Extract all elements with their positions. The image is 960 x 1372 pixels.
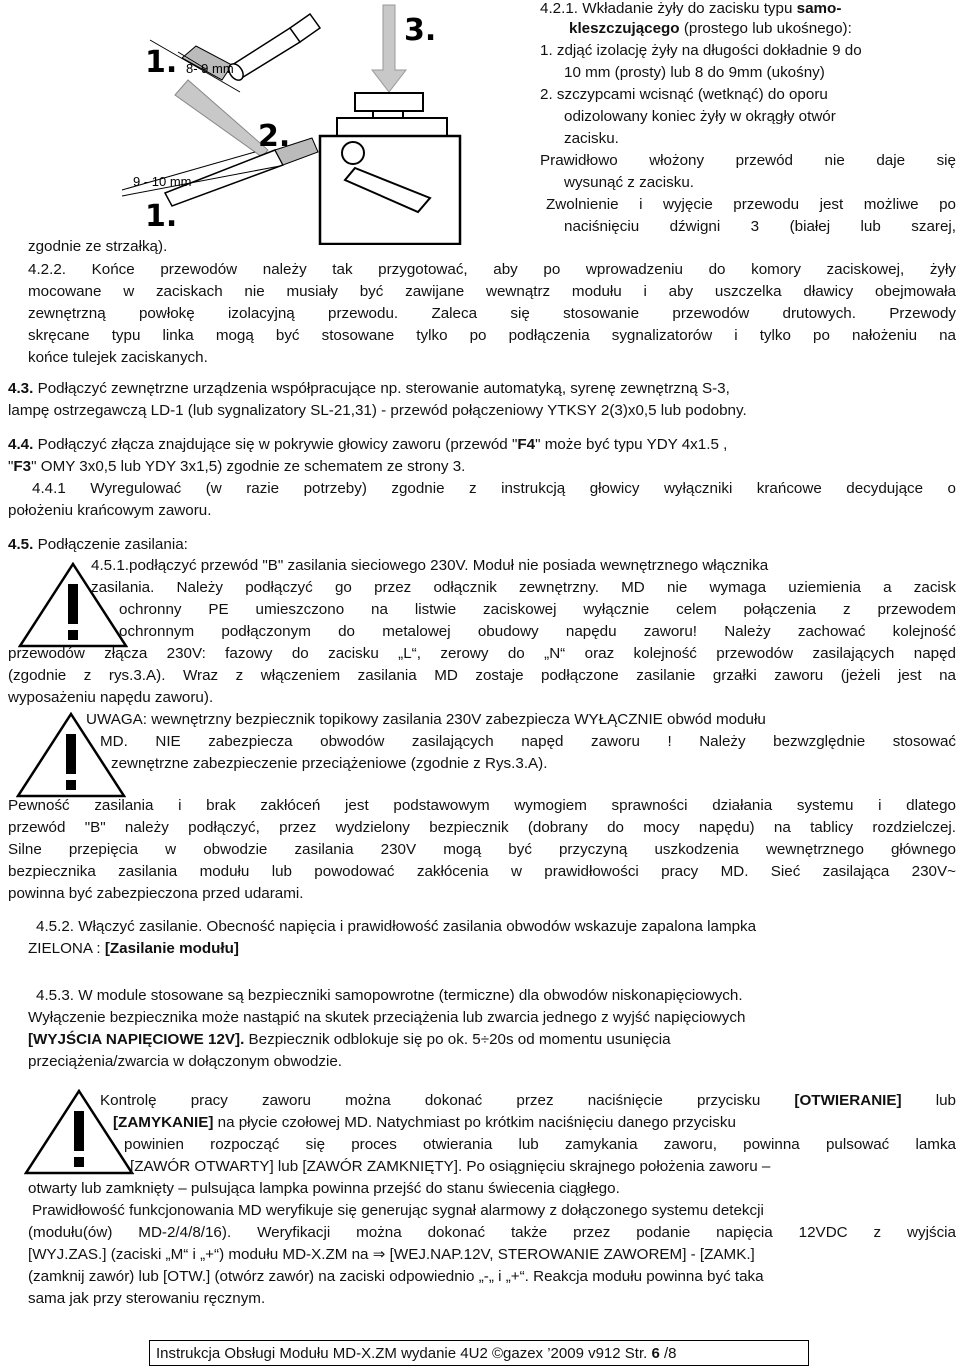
cable-code: F3 — [13, 458, 32, 475]
paragraph-text: " — [8, 458, 14, 475]
copyright-symbol: © — [491, 1345, 504, 1362]
paragraph-line: przeciążenia/zwarcia w dołączonym obwodzie. — [28, 1053, 343, 1070]
paragraph-text: " może być typu YDY 4x1.5 , — [535, 436, 728, 453]
dimension-8-9-label: 8- 9 mm — [186, 61, 234, 76]
section-4-2-2-line — [28, 260, 956, 280]
step-line: wysunąć z zacisku. — [564, 174, 694, 191]
title-bold: samo- — [796, 0, 842, 17]
section-4-3-line — [8, 379, 730, 399]
step3-label: 3. — [404, 13, 437, 48]
step-line: 2. szczypcami wcisnąć (wetknąć) do oporu — [540, 86, 828, 103]
section-4-5-2-line: 4.5.2. Włączyć zasilanie. Obecność napięcia i prawidłowość zasilania obwodów wskazuje zapalona lampka — [36, 918, 757, 935]
step-line: zacisku. — [564, 130, 619, 147]
paragraph-line: (zgodnie z rys.3.A). Wraz z włączeniem zasilania MD zostaje podłączone zasilanie grzałki zaworu (jeżeli jest na — [8, 667, 956, 684]
paragraph-line: przewodów złącza 230V: fazowy do zacisku „L“, zerowy do „N“ oraz kolejność przewodów zasilających napęd — [8, 645, 956, 662]
section-title: Podłączenie zasilania: — [37, 536, 188, 553]
wire-clamp-figure — [0, 0, 535, 245]
paragraph-line — [100, 1091, 956, 1111]
paragraph-line — [28, 1030, 671, 1050]
paragraph-text: [WEJ.NAP.12V, STEROWANIE ZAWOREM] - [ZAMK.] — [385, 1246, 755, 1263]
paragraph-text: Bezpiecznik odblokuje się po ok. 5 — [244, 1031, 481, 1048]
press-arrow — [372, 5, 406, 92]
paragraph-line: zewnętrzną powłokę izolacyjną przewodu. Zaleca się stosowanie przewodów drutowych. Przewody — [28, 305, 956, 322]
section-4-5-3-line: 4.5.3. W module stosowane są bezpieczniki samopowrotne (termiczne) dla obwodów niskonapięciowych. — [36, 987, 743, 1004]
paragraph-line: powinien rozpocząć się proces otwierania lub zamykania zaworu, powinna pulsować lamka — [124, 1136, 956, 1153]
paragraph-text: Podłączyć zewnętrzne urządzenia współpracujące np. sterowanie automatyką, syrenę zewnętrzną S-3, — [37, 380, 730, 397]
page-number: 6 — [651, 1345, 660, 1362]
paragraph-line: [ZAWÓR OTWARTY] lub [ZAWÓR ZAMKNIĘTY]. Po osiągnięciu skrajnego położenia zaworu – — [130, 1158, 771, 1175]
section-number: 4.2.1. — [540, 0, 578, 17]
paragraph-line: zasilania. Należy podłączyć go przez odłącznik zewnętrzny. MD nie wymaga uziemienia a zacisk — [91, 579, 956, 596]
paragraph-line: Pewność zasilania i brak zakłóceń jest podstawowym wymogiem sprawności działania systemu i dlatego — [8, 797, 956, 814]
step1-bottom-label: 1. — [145, 199, 178, 234]
paragraph-text: lub — [901, 1092, 956, 1109]
footer-text: gazex ’2009 v912 Str. — [503, 1345, 652, 1362]
paragraph-text: Końce przewodów należy tak przygotować, aby po wprowadzeniu do komory zaciskowej, żyły — [91, 261, 956, 278]
title-text-cont: (prostego lub ukośnego): — [679, 20, 852, 37]
section-number: 4.4. — [8, 436, 34, 453]
warning-line: zewnętrzne zabezpieczenie przeciążeniowe (zgodnie z Rys.3.A). — [111, 755, 548, 772]
output-name: [WYJŚCIA NAPIĘCIOWE 12V]. — [28, 1031, 245, 1048]
paragraph-text: Kontrolę pracy zaworu można dokonać przez naciśnięcie przycisku — [100, 1092, 795, 1109]
paragraph-line: wyposażeniu napędu zaworu). — [8, 689, 214, 706]
cable-code: F4 — [517, 436, 536, 453]
wire-angled-drawing — [165, 138, 318, 206]
section-number: 4.3. — [8, 380, 34, 397]
paragraph-line: 4.5.1.podłączyć przewód "B" zasilania sieciowego 230V. Moduł nie posiada wewnętrznego włącznika — [91, 557, 769, 574]
step-line: naciśnięciu dźwigni 3 (białej lub szarej, — [564, 218, 956, 235]
section-4-4-line — [8, 435, 727, 455]
paragraph-line: sama jak przy sterowaniu ręcznym. — [28, 1290, 266, 1307]
paragraph-text: [WYJ.ZAS.] (zaciski „M“ i „+“) modułu MD-X.ZM na — [28, 1246, 373, 1263]
section-number: 4.5. — [8, 536, 34, 553]
paragraph-line — [113, 1113, 736, 1133]
paragraph-line: otwarty lub zamknięty – pulsująca lampka powinna przejść do stanu świecenia ciągłego. — [28, 1180, 620, 1197]
step-line: odizolowany koniec żyły w okrągły otwór — [564, 108, 836, 125]
paragraph-line: (modułu(ów) MD-2/4/8/16). Weryfikacji można dokonać także przez podanie napięcia 12VDC z wyjścia — [28, 1224, 956, 1241]
section-4-2-1-title-cont — [569, 19, 852, 39]
section-4-2-1-title — [540, 0, 841, 19]
paragraph-text: Podłączyć złącza znajdujące się w pokrywie głowicy zaworu (przewód " — [37, 436, 518, 453]
paragraph-line: Prawidłowość funkcjonowania MD weryfikuje się generując sygnał alarmowy z dołączonego systemu detekcji — [32, 1202, 764, 1219]
title-bold-cont: kleszczującego — [569, 20, 680, 37]
step-line: Zwolnienie i wyjęcie przewodu jest możliwe po — [546, 196, 956, 213]
step-line: 10 mm (prosty) lub 8 do 9mm (ukośny) — [564, 64, 825, 81]
step-line: Prawidłowo włożony przewód nie daje się — [540, 152, 956, 169]
lamp-name: [Zasilanie modułu] — [104, 940, 239, 957]
paragraph-text: ZIELONA : — [28, 940, 105, 957]
paragraph-line: (zamknij zawór) lub [OTW.] (otwórz zawór) na zaciski odpowiednio „-„ i „+“. Reakcja modułu powinna być taka — [28, 1268, 764, 1285]
page-footer — [149, 1340, 809, 1366]
paragraph-line: powinna być zabezpieczona przed udarami. — [8, 885, 304, 902]
button-name: [ZAMYKANIE] — [113, 1114, 214, 1131]
title-text: Wkładanie żyły do zacisku typu — [582, 0, 797, 17]
paragraph-text: na płycie czołowej MD. Natychmiast po krótkim naciśnięciu danego przycisku — [213, 1114, 736, 1131]
arrow-right-icon: ⇒ — [372, 1246, 386, 1263]
page-total: /8 — [659, 1345, 677, 1362]
step-line: 1. zdjąć izolację żyły na długości dokładnie 9 do — [540, 42, 862, 59]
range-symbol: ÷ — [480, 1031, 490, 1048]
warning-line: MD. NIE zabezpiecza obwodów zasilających napęd zaworu ! Należy bezwzględnie stosować — [100, 733, 956, 750]
paragraph-line: Silne przepięcia w obwodzie zasilania 230V mogą być przyczyną uszkodzenia wewnętrznego głównego — [8, 841, 956, 858]
paragraph-line: mocowane w zaciskach nie musiały być zawijane wewnątrz modułu i aby uszczelka dławicy obejmowała — [28, 283, 956, 300]
paragraph-text: " OMY 3x0,5 lub YDY 3x1,5) zgodnie ze schematem ze strony 3. — [31, 458, 466, 475]
paragraph-line: ochronny PE umieszczono na listwie zaciskowej wyłącznie celem połączenia z przewodem — [119, 601, 956, 618]
section-number: 4.2.2. — [28, 261, 66, 278]
paragraph-line: końce tulejek zaciskanych. — [28, 349, 208, 366]
clamp-drawing — [320, 93, 460, 244]
footer-text: Instrukcja Obsługi Modułu MD-X.ZM wydanie 4U2 — [156, 1345, 492, 1362]
paragraph-line — [28, 1245, 755, 1265]
step2-label: 2. — [258, 119, 291, 154]
section-4-5-2-line2 — [28, 939, 239, 959]
paragraph-line — [8, 457, 465, 477]
dimension-9-10-label: 9 - 10 mm — [133, 174, 192, 189]
paragraph-line: bezpiecznika zasilania modułu lub powodować zakłócenia w prawidłowości pracy MD. Sieć zasilająca 230V~ — [8, 863, 956, 880]
paragraph-line: Wyłączenie bezpiecznika może nastąpić na skutek przeciążenia lub zwarcia jednego z wyjść napięciowych — [28, 1009, 746, 1026]
paragraph-line: skręcane typu linka mogą być stosowane tylko po podłączenia sygnalizatorów i tylko po nałożeniu na — [28, 327, 956, 344]
insert-arrow — [175, 80, 268, 157]
paragraph-line: 4.4.1 Wyregulować (w razie potrzeby) zgodnie z instrukcją głowicy wyłączniki krańcowe decydujące o — [32, 480, 956, 497]
step-line: zgodnie ze strzałką). — [28, 238, 168, 255]
section-4-5-title — [8, 535, 188, 555]
paragraph-line: przewód "B" należy podłączyć, przez wydzielony bezpiecznik (dobrany do mocy napędu) na tablicy rozdzielczej. — [8, 819, 956, 836]
paragraph-line: położeniu krańcowym zaworu. — [8, 502, 212, 519]
button-name: [OTWIERANIE] — [794, 1092, 902, 1109]
paragraph-line: lampę ostrzegawczą LD-1 (lub sygnalizatory SL-21,31) - przewód połączeniowy YTKSY 2(3)x0,5 lub podobny. — [8, 402, 747, 419]
paragraph-text: 20s od momentu usunięcia — [489, 1031, 671, 1048]
warning-line: UWAGA: wewnętrzny bezpiecznik topikowy zasilania 230V zabezpiecza WYŁĄCZNIE obwód modułu — [86, 711, 766, 728]
step1-top-label: 1. — [145, 45, 178, 80]
paragraph-line: ochronnym podłączonym do metalowej obudowy napędu zaworu! Należy zachować kolejność — [119, 623, 956, 640]
